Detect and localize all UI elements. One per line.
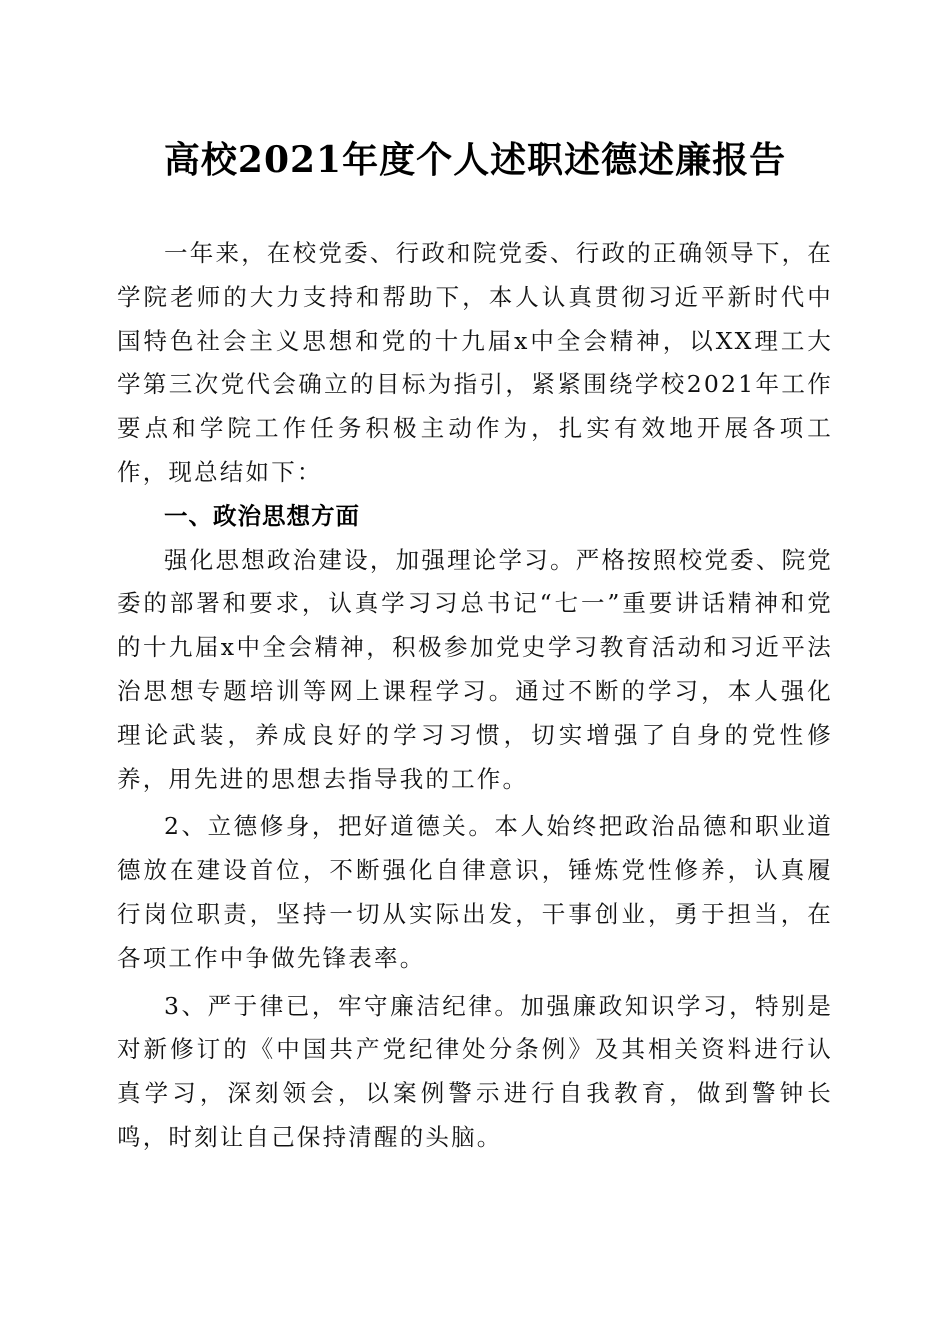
paragraph-moral-cultivation: 2、立德修身，把好道德关。本人始终把政治品德和职业道德放在建设首位，不断强化自律意识，锤炼党性修养，认真履行岗位职责，坚持一切从实际出发，干事创业，勇于担当，在各项工作中争做先锋表率。 [117, 812, 833, 972]
paragraph-integrity-discipline: 3、严于律已，牢守廉洁纪律。加强廉政知识学习，特别是对新修订的《中国共产党纪律处分条例》及其相关资料进行认真学习，深刻领会，以案例警示进行自我教育，做到警钟长鸣，时刻让自己保持清醒的头脑。 [117, 991, 833, 1151]
paragraph-theory-study: 强化思想政治建设，加强理论学习。严格按照校党委、院党委的部署和要求，认真学习习总书记“七一”重要讲话精神和党的十九届x中全会精神，积极参加党史学习教育活动和习近平法治思想专题培训等网上课程学习。通过不断的学习，本人强化理论武装，养成良好的学习习惯，切实增强了自身的党性修养，用先进的思想去指导我的工作。 [117, 545, 833, 793]
document-title: 高校2021年度个人述职述德述廉报告 [163, 139, 787, 181]
intro-paragraph: 一年来，在校党委、行政和院党委、行政的正确领导下，在学院老师的大力支持和帮助下，本人认真贯彻习近平新时代中国特色社会主义思想和党的十九届x中全会精神，以XX理工大学第三次党代会确立的目标为指引，紧紧围绕学校2021年工作要点和学院工作任务积极主动作为，扎实有效地开展各项工作，现总结如下： [117, 239, 833, 486]
document-body [117, 232, 833, 1160]
section-heading-political: 一、政治思想方面 [164, 501, 360, 530]
